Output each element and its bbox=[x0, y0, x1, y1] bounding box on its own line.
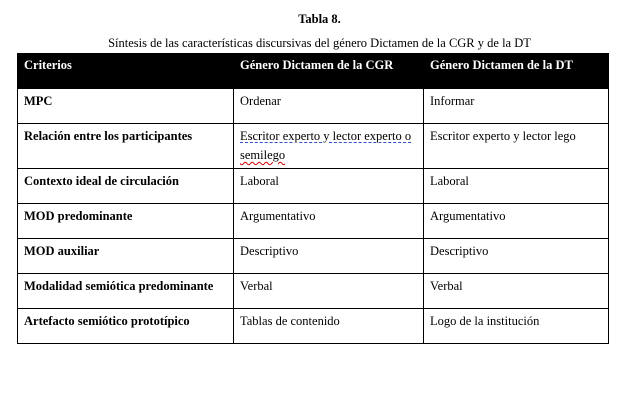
dt-cell: Descriptivo bbox=[424, 239, 609, 274]
criterion-cell: MOD auxiliar bbox=[18, 239, 234, 274]
header-genero-dt: Género Dictamen de la DT bbox=[424, 54, 609, 89]
criterion-cell: MOD predominante bbox=[18, 204, 234, 239]
cgr-cell: Ordenar bbox=[234, 89, 424, 124]
dt-cell: Verbal bbox=[424, 274, 609, 309]
criterion-cell: Contexto ideal de circulación bbox=[18, 169, 234, 204]
dt-cell: Argumentativo bbox=[424, 204, 609, 239]
cgr-cell: Argumentativo bbox=[234, 204, 424, 239]
table-title: Tabla 8. bbox=[298, 12, 341, 26]
cgr-cell bbox=[234, 124, 424, 169]
cgr-cell: Descriptivo bbox=[234, 239, 424, 274]
table-row bbox=[18, 89, 609, 124]
dt-cell: Escritor experto y lector lego bbox=[424, 124, 609, 169]
cgr-cell: Laboral bbox=[234, 169, 424, 204]
table-row bbox=[18, 239, 609, 274]
dt-cell: Laboral bbox=[424, 169, 609, 204]
table-row bbox=[18, 124, 609, 169]
table-row bbox=[18, 309, 609, 344]
table-row bbox=[18, 274, 609, 309]
criterion-cell: Artefacto semiótico prototípico bbox=[18, 309, 234, 344]
cgr-cell: Verbal bbox=[234, 274, 424, 309]
cgr-cell: Tablas de contenido bbox=[234, 309, 424, 344]
criterion-cell: MPC bbox=[18, 89, 234, 124]
dt-cell: Logo de la institución bbox=[424, 309, 609, 344]
cgr-text-line-1: Escritor experto y lector experto o bbox=[240, 129, 412, 143]
dt-cell: Informar bbox=[424, 89, 609, 124]
cgr-text-line-2: semilego bbox=[240, 148, 286, 162]
header-criterios: Criterios bbox=[18, 54, 234, 89]
table-row bbox=[18, 169, 609, 204]
criterion-cell: Modalidad semiótica predominante bbox=[18, 274, 234, 309]
table-row bbox=[18, 204, 609, 239]
header-genero-cgr: Género Dictamen de la CGR bbox=[234, 54, 424, 89]
characteristics-table bbox=[17, 53, 609, 344]
table-subtitle: Síntesis de las características discursivas del género Dictamen de la CGR y de la DT bbox=[108, 36, 531, 50]
table-header-row bbox=[18, 54, 609, 89]
criterion-cell: Relación entre los participantes bbox=[18, 124, 234, 169]
